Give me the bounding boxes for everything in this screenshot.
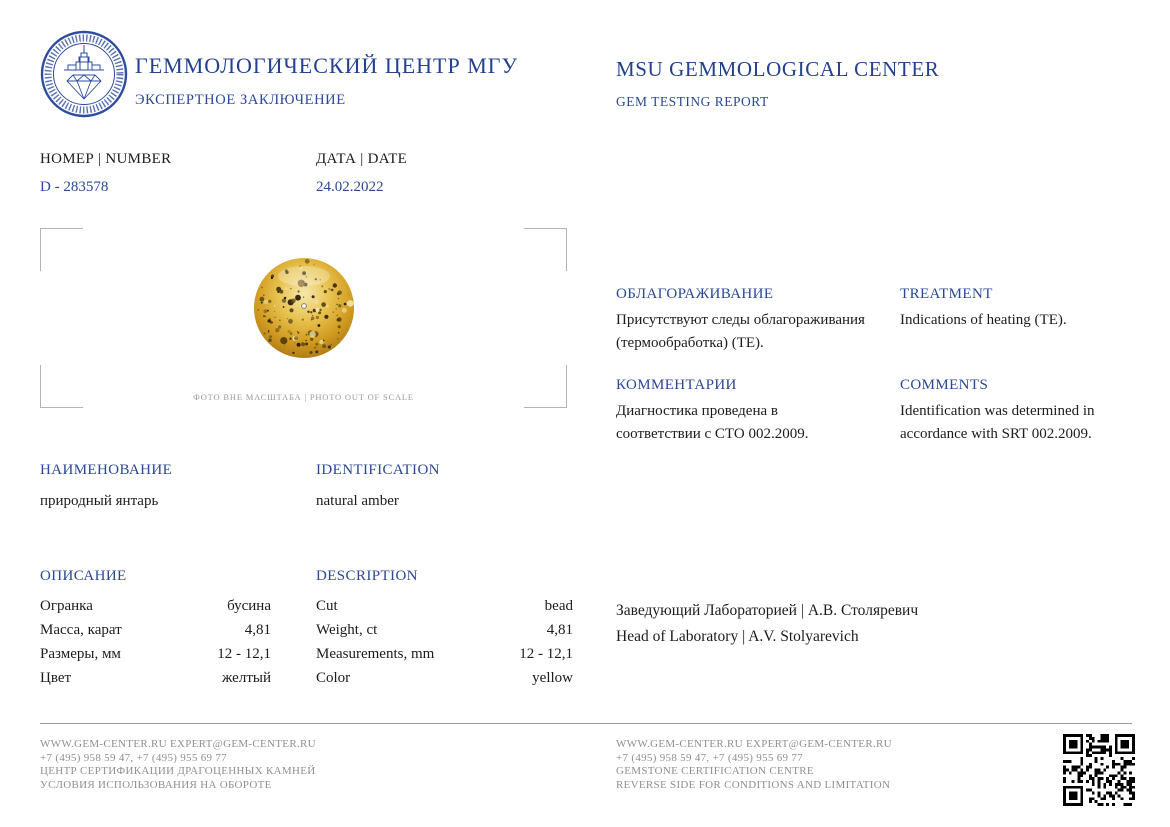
treatment-text-en: Indications of heating (TE). bbox=[900, 312, 1067, 328]
table-row bbox=[316, 642, 573, 666]
row-label: Weight, ct bbox=[316, 622, 378, 638]
report-subtitle-en: GEM TESTING REPORT bbox=[616, 94, 769, 109]
row-value: bead bbox=[544, 598, 573, 614]
footer-column-ru bbox=[40, 738, 316, 792]
table-row bbox=[40, 618, 271, 642]
row-label: Color bbox=[316, 670, 351, 686]
amber-bead-photo bbox=[252, 256, 356, 360]
treatment-heading-en: TREATMENT bbox=[900, 286, 993, 302]
table-row bbox=[316, 618, 573, 642]
footer-column-en bbox=[616, 738, 892, 792]
signature-block bbox=[616, 598, 918, 650]
msu-gem-center-seal-icon bbox=[40, 30, 128, 118]
comments-heading-en: COMMENTS bbox=[900, 377, 989, 393]
description-heading-en: DESCRIPTION bbox=[316, 568, 418, 584]
comments-text-ru: Диагностика проведена в соответствии с СТО 002.2009. bbox=[616, 403, 809, 442]
identification-value-en: natural amber bbox=[316, 493, 399, 509]
table-row bbox=[40, 594, 271, 618]
number-label: НОМЕР | NUMBER bbox=[40, 151, 172, 167]
comments-text-en: Identification was determined in accordance with SRT 002.2009. bbox=[900, 403, 1095, 442]
footer-phones: +7 (495) 958 59 47, +7 (495) 955 69 77 bbox=[616, 751, 803, 764]
row-label: Цвет bbox=[40, 670, 72, 686]
footer-divider bbox=[40, 723, 1132, 724]
table-row bbox=[316, 666, 573, 690]
row-value: 4,81 bbox=[546, 622, 573, 638]
photo-area bbox=[40, 228, 567, 408]
row-value: 12 - 12,1 bbox=[217, 646, 271, 662]
treatment-heading-ru: ОБЛАГОРАЖИВАНИЕ bbox=[616, 286, 774, 302]
signature-line-en: Head of Laboratory | A.V. Stolyarevich bbox=[616, 628, 859, 645]
row-label: Cut bbox=[316, 598, 338, 614]
footer-org-en: GEMSTONE CERTIFICATION CENTRE bbox=[616, 765, 814, 778]
description-table-en bbox=[316, 594, 573, 690]
row-value: 4,81 bbox=[244, 622, 271, 638]
center-title-en: MSU GEMMOLOGICAL CENTER bbox=[616, 57, 940, 81]
photo-corner-bracket bbox=[524, 228, 567, 271]
photo-corner-bracket bbox=[40, 228, 83, 271]
row-value: yellow bbox=[532, 670, 573, 686]
footer-contacts: WWW.GEM-CENTER.RU EXPERT@GEM-CENTER.RU bbox=[616, 738, 892, 750]
row-label: Огранка bbox=[40, 598, 93, 614]
row-value: бусина bbox=[227, 598, 271, 614]
description-heading-ru: ОПИСАНИЕ bbox=[40, 568, 127, 584]
center-title-ru: ГЕММОЛОГИЧЕСКИЙ ЦЕНТР МГУ bbox=[135, 53, 519, 78]
treatment-text-ru: Присутствуют следы облагораживания (термообработка) (ТЕ). bbox=[616, 312, 865, 351]
row-label: Масса, карат bbox=[40, 622, 122, 638]
table-row bbox=[40, 666, 271, 690]
qr-code bbox=[1063, 734, 1135, 806]
photo-caption: ФОТО ВНЕ МАСШТАБА | PHOTO OUT OF SCALE bbox=[193, 392, 414, 402]
footer-contacts: WWW.GEM-CENTER.RU EXPERT@GEM-CENTER.RU bbox=[40, 738, 316, 750]
footer-terms-ru: УСЛОВИЯ ИСПОЛЬЗОВАНИЯ НА ОБОРОТЕ bbox=[40, 778, 272, 791]
identification-value-ru: природный янтарь bbox=[40, 493, 159, 509]
row-value: 12 - 12,1 bbox=[519, 646, 573, 662]
row-label: Размеры, мм bbox=[40, 646, 121, 662]
date-value: 24.02.2022 bbox=[316, 179, 384, 195]
comments-heading-ru: КОММЕНТАРИИ bbox=[616, 377, 737, 393]
report-subtitle-ru: ЭКСПЕРТНОЕ ЗАКЛЮЧЕНИЕ bbox=[135, 92, 346, 108]
table-row bbox=[40, 642, 271, 666]
row-value: желтый bbox=[222, 670, 271, 686]
description-table-ru bbox=[40, 594, 271, 690]
signature-line-ru: Заведующий Лабораторией | А.В. Столяревич bbox=[616, 602, 919, 619]
footer-terms-en: REVERSE SIDE FOR CONDITIONS AND LIMITATION bbox=[616, 778, 891, 791]
footer-org-ru: ЦЕНТР СЕРТИФИКАЦИИ ДРАГОЦЕННЫХ КАМНЕЙ bbox=[40, 765, 316, 778]
date-label: ДАТА | DATE bbox=[316, 151, 408, 167]
row-label: Measurements, mm bbox=[316, 646, 435, 662]
identification-heading-ru: НАИМЕНОВАНИЕ bbox=[40, 462, 173, 478]
footer-phones: +7 (495) 958 59 47, +7 (495) 955 69 77 bbox=[40, 751, 227, 764]
table-row bbox=[316, 594, 573, 618]
number-value: D - 283578 bbox=[40, 179, 109, 195]
identification-heading-en: IDENTIFICATION bbox=[316, 462, 440, 478]
